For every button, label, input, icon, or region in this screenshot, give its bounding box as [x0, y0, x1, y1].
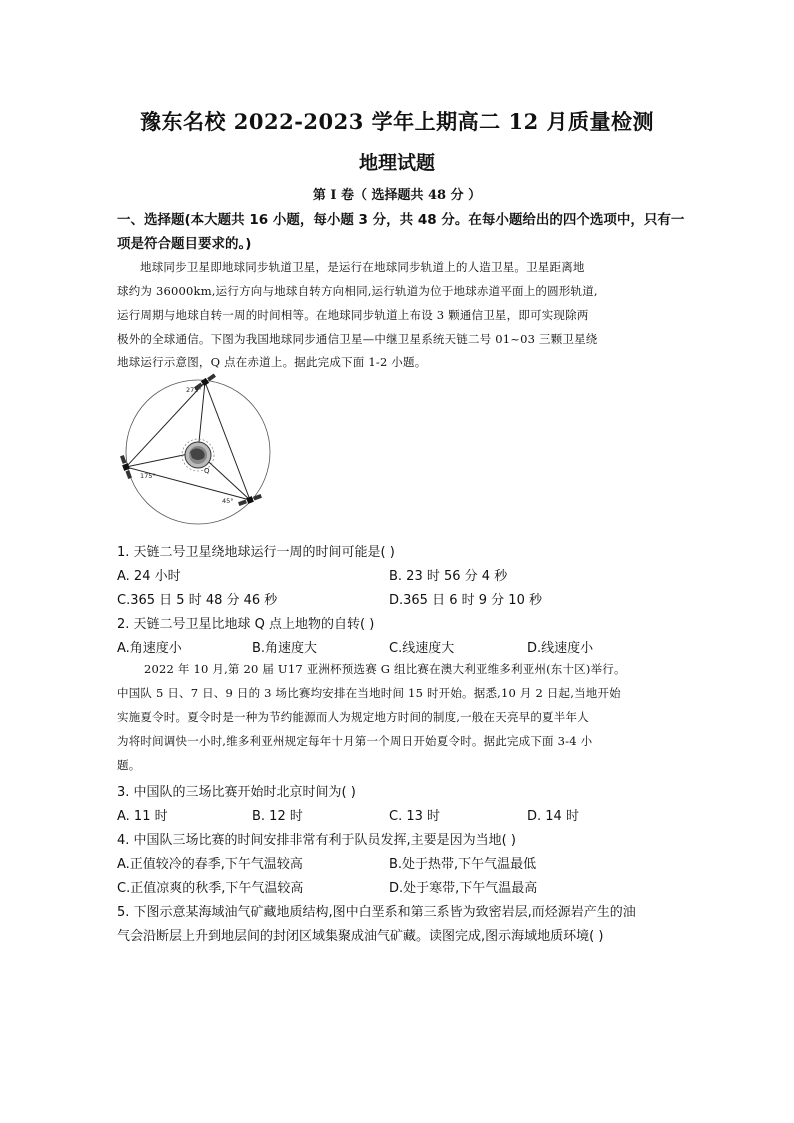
question-4-option-a: A.正值较冷的春季,下午气温较高 — [117, 857, 303, 872]
passage-1-line: 地球同步卫星即地球同步轨道卫星，是运行在地球同步轨道上的人造卫星。卫星距离地 — [140, 260, 585, 274]
satellite-orbit-figure — [110, 372, 280, 527]
question-1-option-c: C.365 日 5 时 48 分 46 秒 — [117, 593, 278, 608]
question-4-option-d: D.处于寒带,下午气温最高 — [389, 881, 538, 896]
question-1-option-d: D.365 日 6 时 9 分 10 秒 — [389, 593, 542, 608]
question-5-stem-line-2: 气会沿断层上升到地层间的封闭区域集聚成油气矿藏。读图完成,图示海域地质环境( ) — [117, 929, 604, 944]
question-2-option-a: A.角速度小 — [117, 641, 182, 656]
label-175: 175° — [140, 472, 156, 480]
label-45: 45° — [222, 497, 234, 505]
question-3-option-a: A. 11 时 — [117, 809, 168, 824]
question-3-stem: 3. 中国队的三场比赛开始时北京时间为( ) — [117, 785, 356, 800]
passage-2-line: 实施夏令时。夏令时是一种为节约能源而人为规定地方时间的制度,一般在天亮早的夏半年人 — [117, 710, 589, 724]
question-4-option-b: B.处于热带,下午气温最低 — [389, 857, 537, 872]
question-3-option-c: C. 13 时 — [389, 809, 441, 824]
label-275: 275° — [186, 386, 202, 394]
question-4-stem: 4. 中国队三场比赛的时间安排非常有利于队员发挥,主要是因为当地( ) — [117, 833, 516, 848]
satellite-link-lines — [126, 382, 250, 500]
question-2-option-c: C.线速度大 — [389, 641, 455, 656]
satellite-icon — [238, 493, 263, 507]
passage-1-line: 球约为 36000km,运行方向与地球自转方向相同,运行轨道为位于地球赤道平面上的圆形轨道, — [117, 284, 598, 298]
question-2-option-b: B.角速度大 — [252, 641, 318, 656]
section-heading-line-2: 项是符合题目要求的。) — [117, 236, 252, 252]
passage-2-line: 中国队 5 日、7 日、9 日的 3 场比赛均安排在当地时间 15 时开始。据悉,10 月 2 日起,当地开始 — [117, 686, 621, 700]
question-2-stem: 2. 天链二号卫星比地球 Q 点上地物的自转( ) — [117, 617, 375, 632]
passage-1-line: 地球运行示意图，Q 点在赤道上。据此完成下面 1-2 小题。 — [117, 355, 427, 369]
question-3-option-d: D. 14 时 — [527, 809, 579, 824]
part-heading: 第 I 卷（ 选择题共 48 分 ） — [312, 188, 482, 203]
question-2-option-d: D.线速度小 — [527, 641, 594, 656]
exam-title: 豫东名校 2022-2023 学年上期高二 12 月质量检测 — [139, 109, 655, 134]
passage-2-line: 题。 — [117, 758, 141, 772]
passage-1-line: 极外的全球通信。下图为我国地球同步通信卫星—中继卫星系统天链二号 01~03 三颗卫星绕 — [117, 332, 598, 346]
section-heading-line-1: 一、选择题(本大题共 16 小题，每小题 3 分，共 48 分。在每小题给出的四个选项中，只有一 — [117, 212, 685, 228]
question-5-stem-line-1: 5. 下图示意某海域油气矿藏地质结构,图中白垩系和第三系皆为致密岩层,而烃源岩产生的油 — [117, 905, 636, 920]
question-1-stem: 1. 天链二号卫星绕地球运行一周的时间可能是( ) — [117, 545, 395, 560]
passage-2-line: 2022 年 10 月,第 20 届 U17 亚洲杯预选赛 G 组比赛在澳大利亚维多利亚州(东十区)举行。 — [144, 662, 626, 676]
question-1-option-b: B. 23 时 56 分 4 秒 — [389, 569, 508, 584]
subject-title: 地理试题 — [358, 152, 435, 174]
question-3-option-b: B. 12 时 — [252, 809, 303, 824]
question-1-option-a: A. 24 小时 — [117, 569, 181, 584]
label-q: Q — [204, 467, 210, 475]
question-4-option-c: C.正值凉爽的秋季,下午气温较高 — [117, 881, 304, 896]
passage-1-line: 运行周期与地球自转一周的时间相等。在地球同步轨道上布设 3 颗通信卫星，即可实现除两 — [117, 308, 589, 322]
passage-2-line: 为将时间调快一小时,维多利亚州规定每年十月第一个周日开始夏令时。据此完成下面 3-4 小 — [117, 734, 593, 748]
